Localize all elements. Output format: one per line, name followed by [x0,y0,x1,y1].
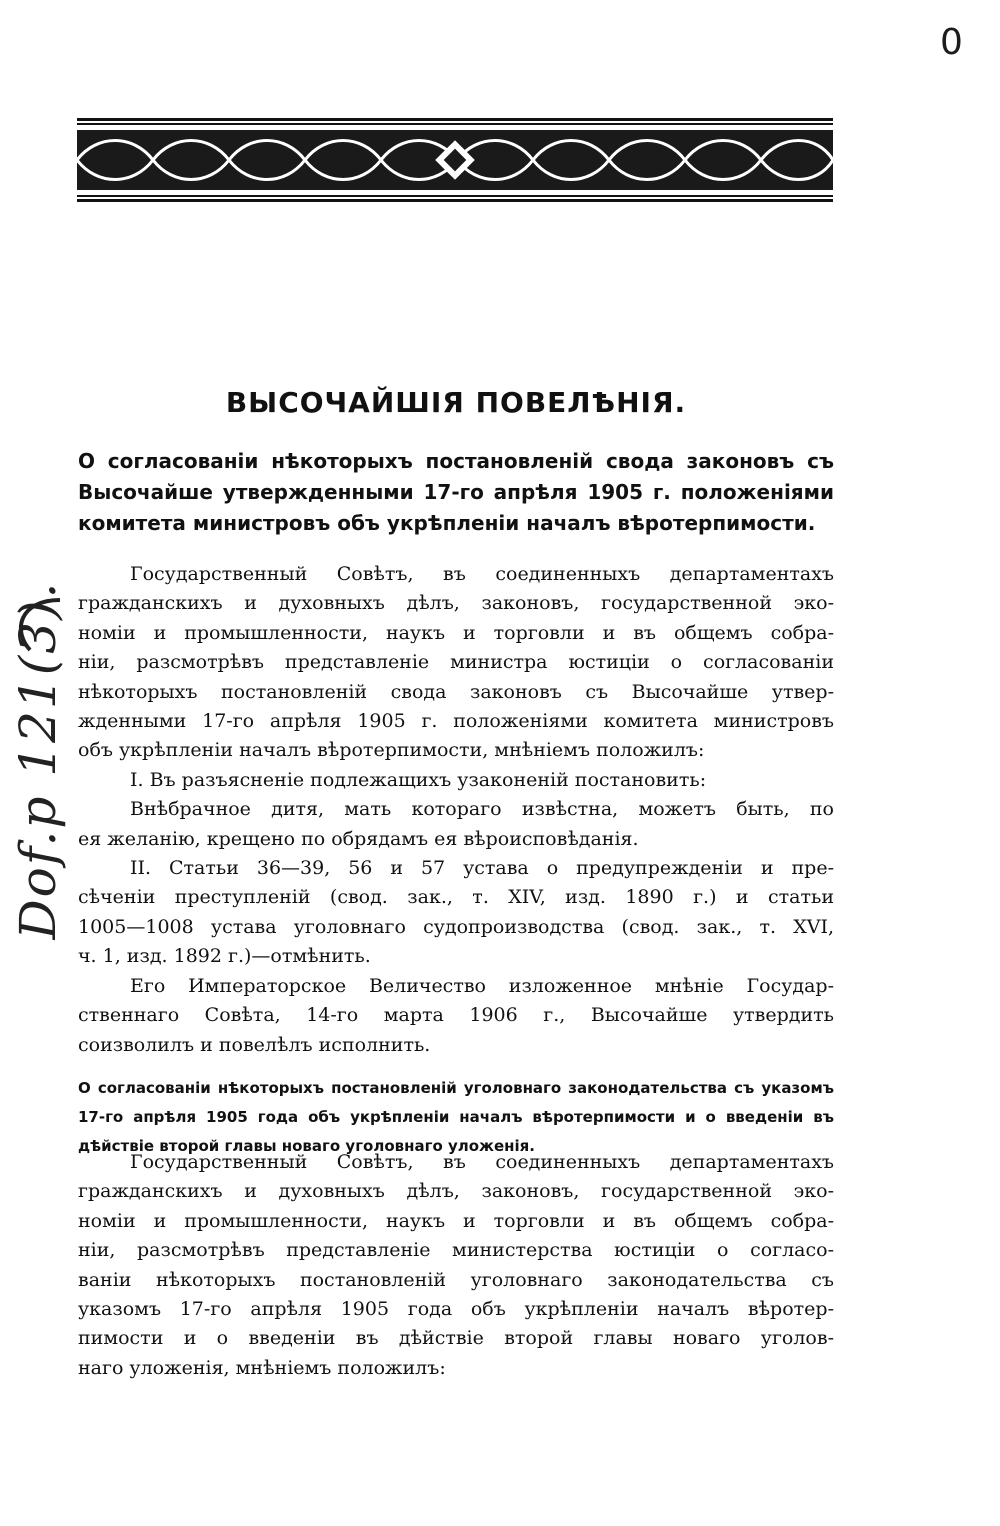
text-line: ніи, разсмотрѣвъ представленіе министра юстиціи о согласованіи [78,651,834,674]
text-line: I. Въ разъясненіе подлежащихъ узаконеній постановить: [130,768,707,791]
text-line: жденными 17-го апрѣля 1905 г. положеніями комитета министровъ [78,710,834,733]
text-line: Государственный Совѣтъ, въ соединенныхъ департаментахъ [130,563,834,585]
section-heading-1: О согласованіи нѣкоторыхъ постановленій свода законовъ съ Высочайше утвержденными 17-го апрѣля 1905 г. положеніями комитета министровъ объ укрѣпленіи началъ вѣротерпимости. [78,449,834,535]
text-line: нѣкоторыхъ постановленій свода законовъ съ Высочайше утвер- [78,680,834,703]
text-line: ственнаго Совѣта, 14-го марта 1906 г., Высочайше утвердить [78,1004,834,1027]
text-line: указомъ 17-го апрѣля 1905 года объ укрѣпленіи началъ вѣротер- [78,1298,834,1321]
decree-body-2 [78,1148,834,1383]
corner-page-mark: 0 [940,22,963,63]
text-line: 1005—1008 устава уголовнаго судопроизводства (свод. зак., т. XVI, [78,915,834,938]
text-line: ваніи нѣкоторыхъ постановленій уголовнаго законодательства съ [78,1268,834,1291]
text-line: наго уложенія, мнѣніемъ положилъ: [78,1356,446,1379]
page-title: ВЫСОЧАЙШІЯ ПОВЕЛѢНІЯ. [225,386,687,419]
text-line: номіи и промышленности, наукъ и торговли и въ общемъ собра- [78,621,834,644]
text-line: ч. 1, изд. 1892 г.)—отмѣнить. [78,945,371,968]
ornamental-header-band [77,118,833,202]
text-line: Государственный Совѣтъ, въ соединенныхъ департаментахъ [130,1151,834,1173]
text-line: Внѣбрачное дитя, мать котораго извѣстна, можетъ быть, по [130,798,834,821]
handwritten-margin-note: Dof.p 121(3). [9,580,67,940]
text-line: ея желанію, крещено по обрядамъ ея вѣроисповѣданія. [78,827,639,850]
decree-body-1 [78,560,834,1060]
text-line: ніи, разсмотрѣвъ представленіе министерства юстиціи о согласо- [78,1239,834,1262]
text-line: гражданскихъ и духовныхъ дѣлъ, законовъ, государственной эко- [78,592,834,615]
text-line: пимости и о введеніи въ дѣйствіе второй главы новаго уголов- [78,1327,834,1350]
text-line: Его Императорское Величество изложенное мнѣніе Государ- [130,974,834,997]
section-heading-2: О согласованіи нѣкоторыхъ постановленій уголовнаго законодательства съ указомъ 17-го апрѣля 1905 года объ укрѣпленіи началъ вѣротерпимости и о введеніи въ дѣйствіе второй главы новаго уголовнаго уложенія. [78,1079,834,1155]
text-line: объ укрѣпленіи началъ вѣротерпимости, мнѣніемъ положилъ: [78,739,705,762]
text-line: соизволилъ и повелѣлъ исполнить. [78,1033,431,1056]
text-line: гражданскихъ и духовныхъ дѣлъ, законовъ, государственной эко- [78,1180,834,1203]
text-line: сѣченіи преступленій (свод. зак., т. XIV, изд. 1890 г.) и статьи [78,886,834,909]
text-line: II. Статьи 36—39, 56 и 57 устава о предупрежденіи и пре- [130,857,834,880]
text-line: номіи и промышленности, наукъ и торговли и въ общемъ собра- [78,1209,834,1232]
